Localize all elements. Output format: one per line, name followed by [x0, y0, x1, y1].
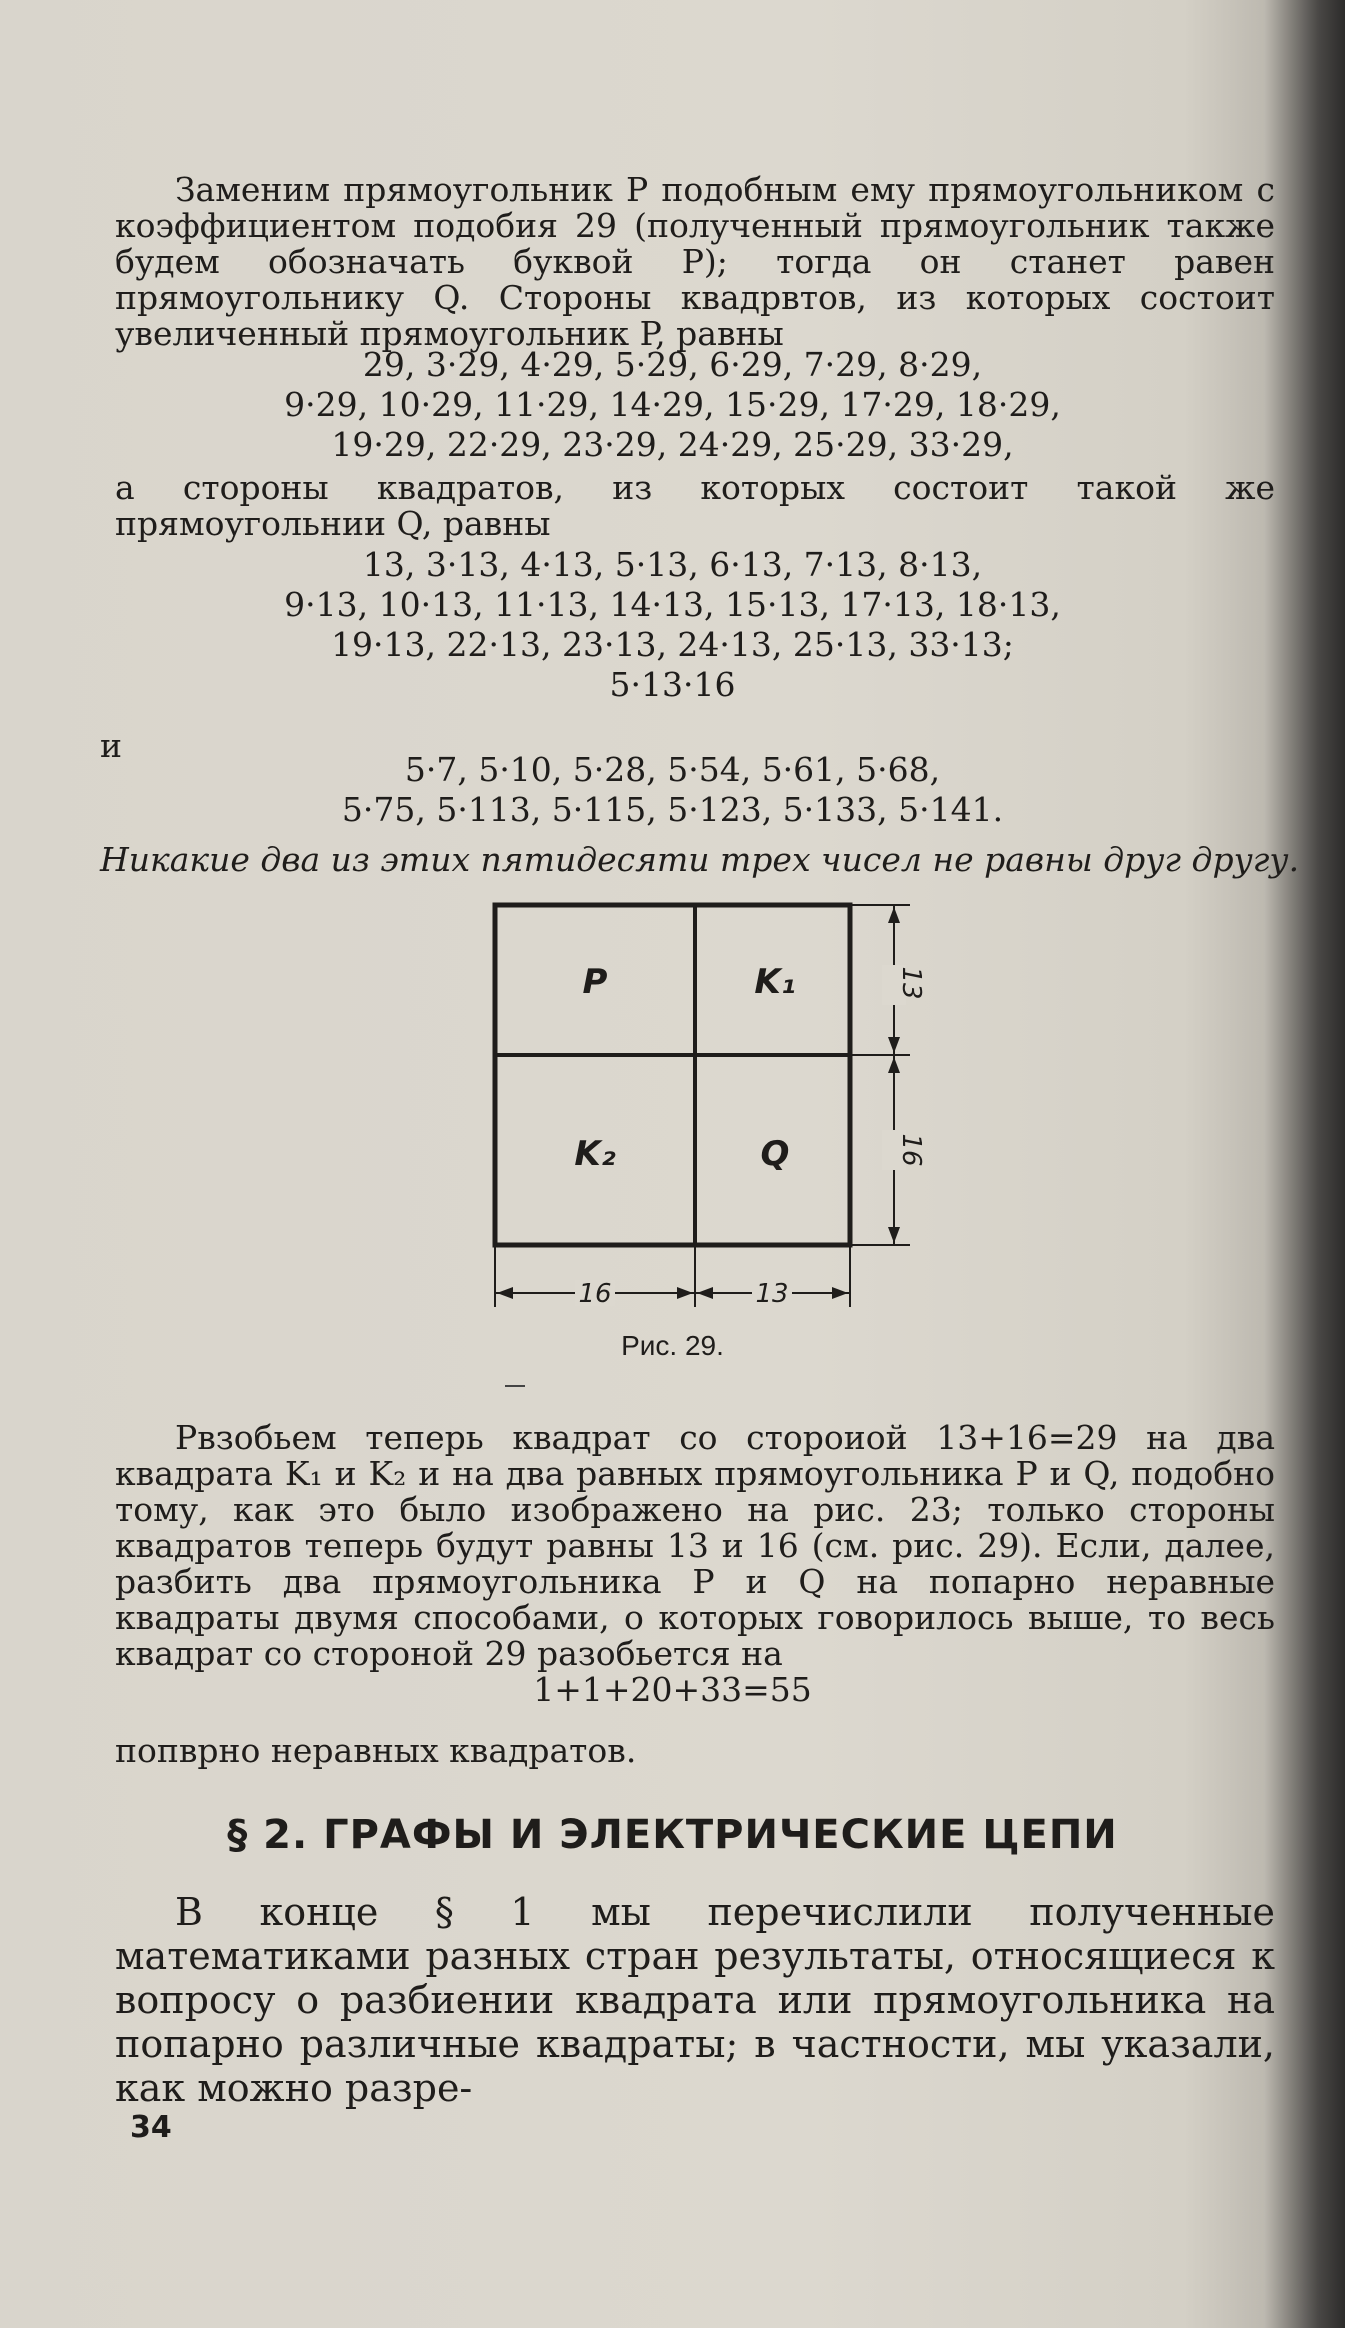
list-q-line: 19·13, 22·13, 23·13, 24·13, 25·13, 33·13;	[331, 625, 1014, 664]
paragraph-2: а стороны квадратов, из которых состоит такой же прямоугольнии Q, равны	[115, 468, 1275, 543]
list-p-line: 29, 3·29, 4·29, 5·29, 6·29, 7·29, 8·29,	[362, 345, 983, 384]
arrowhead	[677, 1287, 693, 1299]
paragraph-4: попврно неравных квадратов.	[115, 1731, 637, 1770]
arrowhead	[888, 907, 900, 923]
dim-bottom-left: 16	[578, 1279, 612, 1309]
label-q: Q	[760, 1134, 790, 1174]
arrowhead	[832, 1287, 848, 1299]
outer-square	[495, 905, 850, 1245]
list-p-line: 19·29, 22·29, 23·29, 24·29, 25·29, 33·29,	[331, 425, 1014, 464]
section-heading: § 2. ГРАФЫ И ЭЛЕКТРИЧЕСКИЕ ЦЕПИ	[227, 1812, 1118, 1858]
result-formula: 1+1+20+33=55	[533, 1670, 812, 1709]
arrowhead	[888, 1037, 900, 1053]
paragraph-3: Рвзобьем теперь квадрат со стороиой 13+16=29 на два квадрата K₁ и K₂ и на два равных прямоугольника P и Q, подобно тому, как это было изображено на рис. 23; только стороны квадратов теперь будут равны 13 и 16 (см. рис. 29). Если, далее, разбить два прямоугольника P и Q на попарно неравные квадраты двумя способами, о которых говорилось выше, то весь квадрат со стороной 29 разобьется на	[115, 1418, 1275, 1673]
figure-caption: Рис. 29.	[621, 1330, 724, 1361]
arrowhead	[888, 1227, 900, 1243]
list-q-line: 9·13, 10·13, 11·13, 14·13, 15·13, 17·13, 18·13,	[284, 585, 1061, 624]
list-q-line: 5·13·16	[609, 665, 736, 704]
paragraph-1: Заменим прямоугольник P подобным ему прямоугольником с коэффициентом подобия 29 (полученный прямоугольник также будем обозначать буквой P); тогда он станет равен прямоугольнику Q. Стороны квадрвтов, из которых состоит увеличенный прямоугольник P, равны	[115, 170, 1275, 353]
list-q-line: 13, 3·13, 4·13, 5·13, 6·13, 7·13, 8·13,	[362, 545, 983, 584]
italic-statement: Никакие два из этих пятидесяти трех чисел не равны друг другу.	[100, 840, 1300, 879]
arrowhead	[497, 1287, 513, 1299]
label-p: P	[582, 962, 608, 1002]
list-r-line: 5·7, 5·10, 5·28, 5·54, 5·61, 5·68,	[404, 750, 941, 789]
divider-dash	[505, 1385, 525, 1387]
dim-right-top: 13	[896, 966, 926, 1000]
conjunction: и	[100, 726, 122, 765]
label-k1: K₁	[754, 962, 796, 1002]
list-r-line: 5·75, 5·113, 5·115, 5·123, 5·133, 5·141.	[341, 790, 1004, 829]
list-p-line: 9·29, 10·29, 11·29, 14·29, 15·29, 17·29, 18·29,	[284, 385, 1061, 424]
figure-29	[470, 895, 926, 1315]
page-number: 34	[130, 2110, 172, 2145]
paragraph-5: В конце § 1 мы перечислили полученные математиками разных стран результаты, относящиеся к вопросу о разбиении квадрата или прямоугольника на попарно различные квадраты; в частности, мы указали, как можно разре-	[115, 1890, 1275, 2110]
label-k2: K₂	[574, 1134, 616, 1174]
arrowhead	[888, 1057, 900, 1073]
arrowhead	[697, 1287, 713, 1299]
dim-bottom-right: 13	[755, 1279, 789, 1309]
dim-right-bottom: 16	[896, 1133, 926, 1167]
